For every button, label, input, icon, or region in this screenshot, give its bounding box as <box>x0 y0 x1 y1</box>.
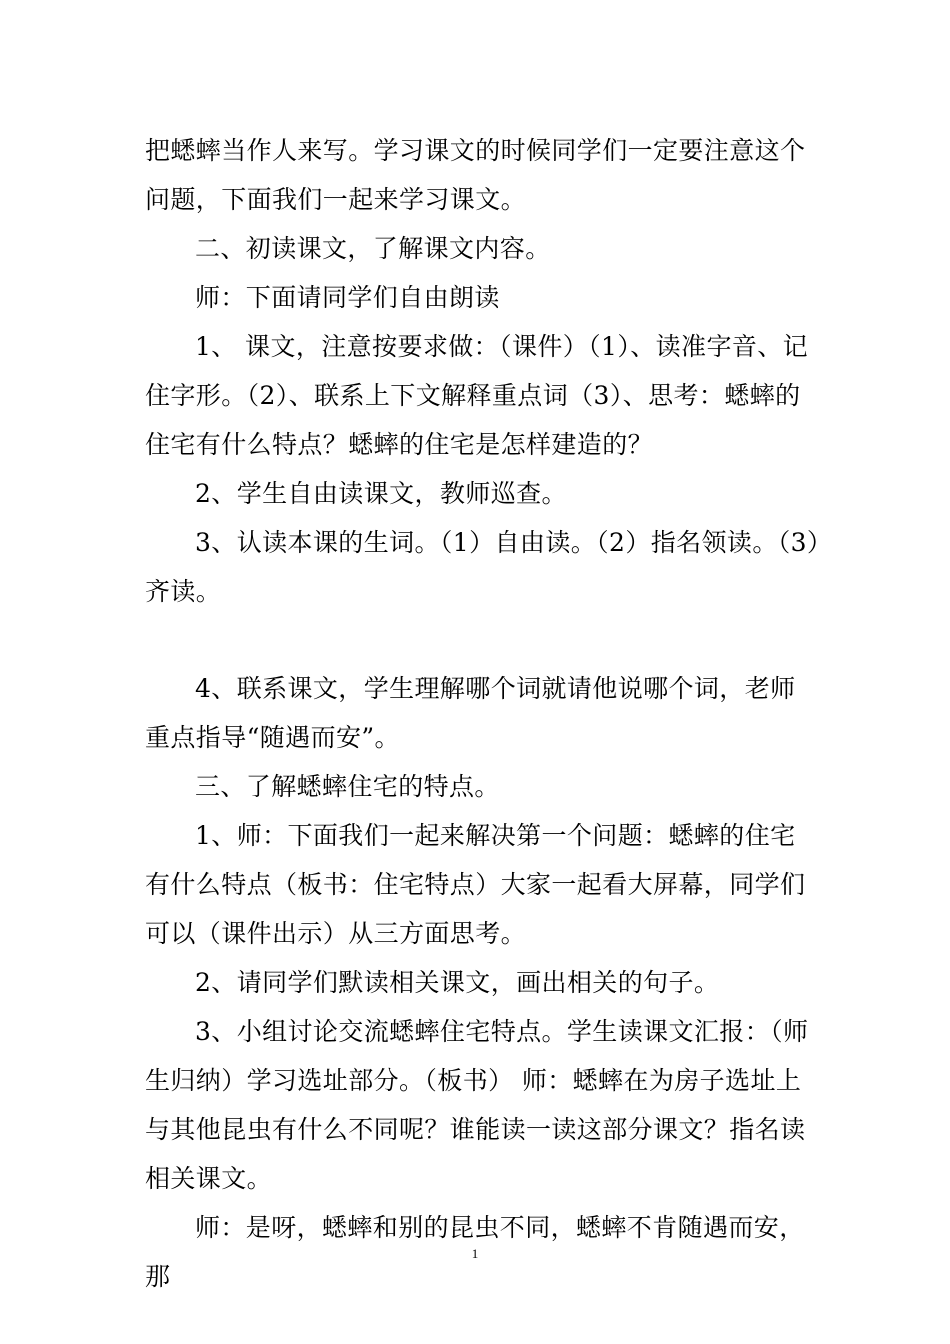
paragraph: 把蟋蟀当作人来写。学习课文的时候同学们一定要注意这个问题，下面我们一起来学习课文。 <box>145 136 806 214</box>
list-item: 3、认读本课的生词。（1）自由读。（2）指名领读。（3）齐读。 <box>145 528 820 606</box>
page-number: 1 <box>471 1246 479 1261</box>
list-item: 2、学生自由读课文，教师巡查。 <box>195 479 567 508</box>
paragraph: 师：是呀，蟋蟀和别的昆虫不同，蟋蟀不肯随遇而安，那 <box>145 1213 805 1291</box>
list-item: 3、小组讨论交流蟋蟀住宅特点。学生读课文汇报：（师生归纳）学习选址部分。（板书） 师：蟋蟀在为房子选址上与其他昆虫有什么不同呢？谁能读一读这部分课文？指名读相关课文。 <box>145 1017 809 1193</box>
section-heading: 三、了解蟋蟀住宅的特点。 <box>195 772 500 801</box>
paragraph: 师：下面请同学们自由朗读 <box>195 283 500 312</box>
list-item: 1、师：下面我们一起来解决第一个问题：蟋蟀的住宅有什么特点（板书：住宅特点）大家一起看大屏幕，同学们可以（课件出示）从三方面思考。 <box>145 821 806 948</box>
list-item: 1、 课文，注意按要求做：（课件）（1）、读准字音、记住字形。（2）、联系上下文解释重点词（3）、思考：蟋蟀的住宅有什么特点？蟋蟀的住宅是怎样建造的？ <box>145 332 809 459</box>
list-item: 4、联系课文，学生理解哪个词就请他说哪个词，老师重点指导“随遇而安”。 <box>145 674 796 752</box>
paragraph-gap <box>145 616 820 664</box>
document-body <box>145 126 820 1301</box>
section-heading: 二、初读课文，了解课文内容。 <box>195 234 551 263</box>
list-item: 2、请同学们默读相关课文，画出相关的句子。 <box>195 968 720 997</box>
